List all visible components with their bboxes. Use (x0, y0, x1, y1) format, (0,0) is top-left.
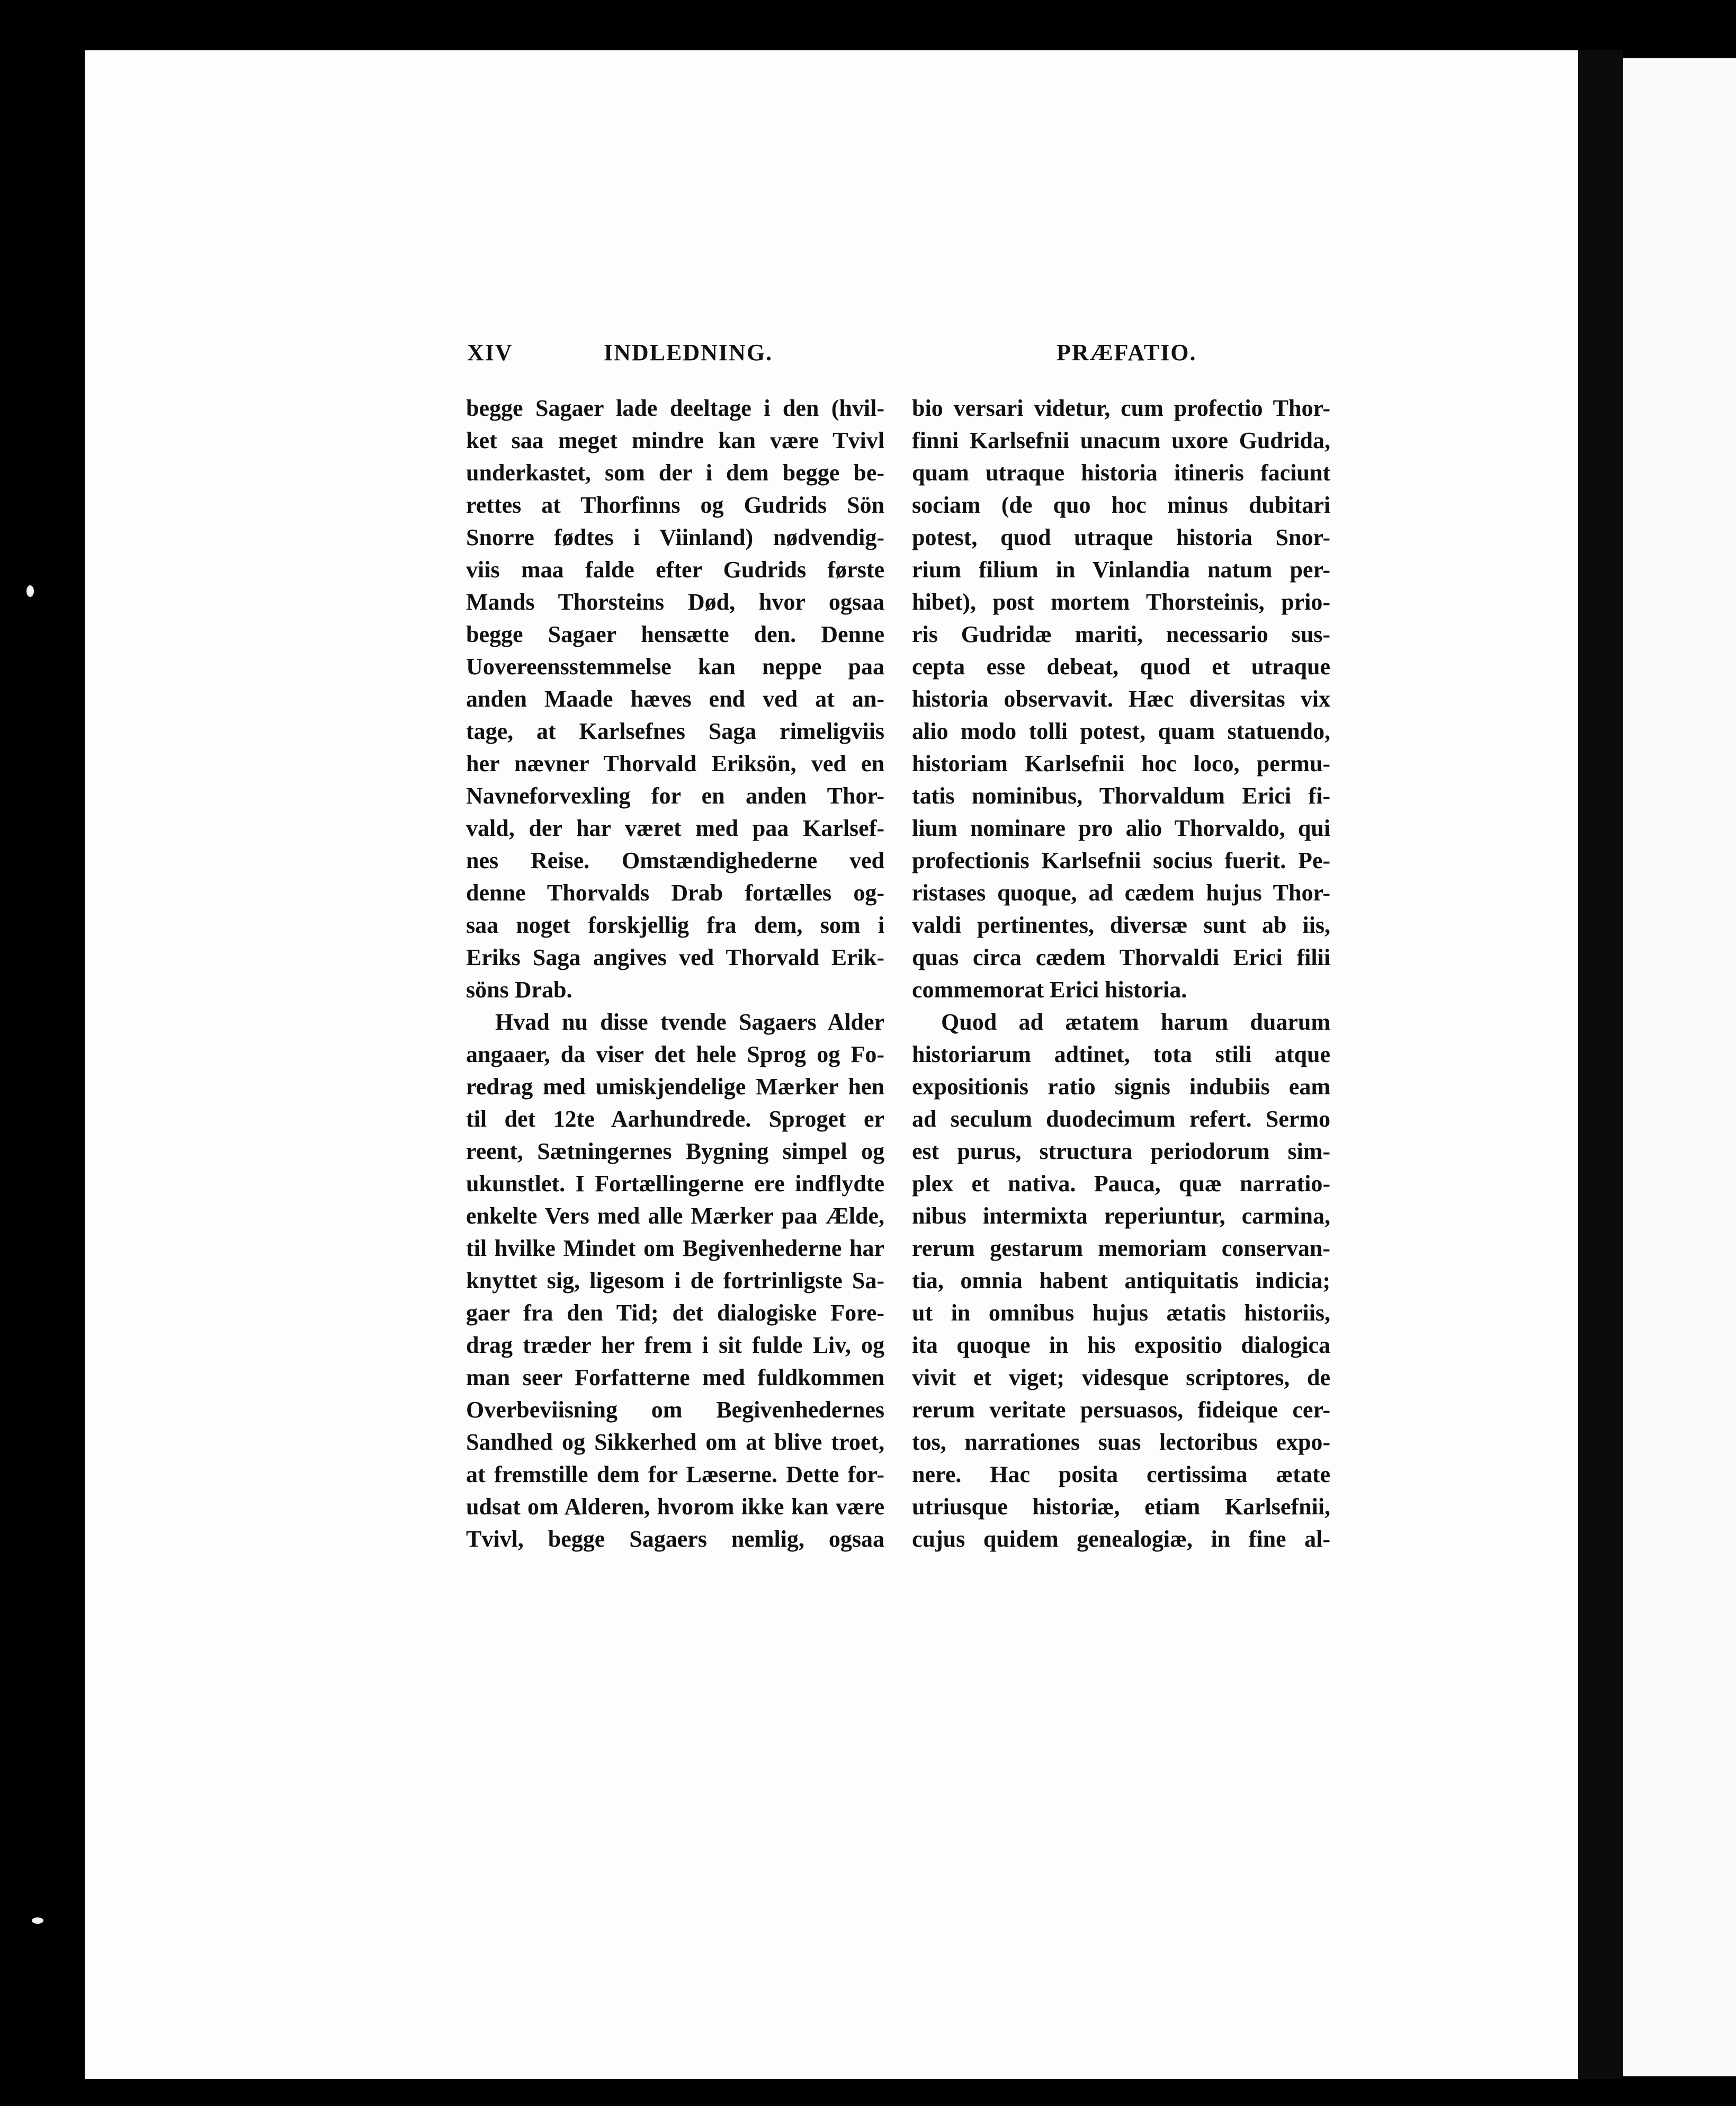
text-line: tia, omnia habent antiquitatis indicia; (912, 1268, 1330, 1293)
text-line: Overbeviisning om Begivenhedernes (466, 1397, 884, 1423)
text-line: Tvivl, begge Sagaers nemlig, ogsaa (466, 1526, 884, 1552)
text-line: rerum veritate persuasos, fideique cer- (912, 1397, 1330, 1423)
danish-text-column (466, 392, 884, 1555)
latin-text-column (912, 392, 1330, 1555)
text-line: quam utraque historia itineris faciunt (912, 460, 1330, 486)
text-line: profectionis Karlsefnii socius fuerit. Pe- (912, 847, 1330, 873)
text-line: Hvad nu disse tvende Sagaers Alder (495, 1009, 884, 1035)
text-line: Uovereensstemmelse kan neppe paa (466, 654, 884, 680)
text-line: est purus, structura periodorum sim- (912, 1138, 1330, 1164)
text-line: rettes at Thorfinns og Gudrids Sön (466, 492, 884, 518)
text-line: Sandhed og Sikkerhed om at blive troet, (466, 1429, 884, 1455)
scan-speck (32, 1917, 43, 1924)
text-line: ita quoque in his expositio dialogica (912, 1332, 1330, 1358)
text-line: gaer fra den Tid; det dialogiske Fore- (466, 1300, 884, 1326)
text-line: historiam Karlsefnii hoc loco, permu- (912, 751, 1330, 777)
text-line: tage, at Karlsefnes Saga rimeligviis (466, 718, 884, 744)
text-line: Quod ad ætatem harum duarum (941, 1009, 1330, 1035)
text-line: til hvilke Mindet om Begivenhederne har (466, 1235, 884, 1261)
text-line: ukunstlet. I Fortællingerne ere indflydte (466, 1171, 884, 1197)
text-line: tatis nominibus, Thorvaldum Erici fi- (912, 783, 1330, 809)
text-line: Mands Thorsteins Død, hvor ogsaa (466, 589, 884, 615)
text-line: Navneforvexling for en anden Thor- (466, 783, 884, 809)
text-line: quas circa cædem Thorvaldi Erici filii (912, 944, 1330, 970)
text-line: tos, narrationes suas lectoribus expo- (912, 1429, 1330, 1455)
text-line: udsat om Alderen, hvorom ikke kan være (466, 1494, 884, 1520)
text-line: cujus quidem genealogiæ, in fine al- (912, 1526, 1330, 1552)
text-line: til det 12te Aarhundrede. Sproget er (466, 1106, 884, 1132)
text-line: ut in omnibus hujus ætatis historiis, (912, 1300, 1330, 1326)
text-line: drag træder her frem i sit fulde Liv, og (466, 1332, 884, 1358)
text-line: nes Reise. Omstændighederne ved (466, 847, 884, 873)
page-number: XIV (467, 340, 513, 365)
text-line: historia observavit. Hæc diversitas vix (912, 686, 1330, 712)
text-line: historiarum adtinet, tota stili atque (912, 1041, 1330, 1067)
text-line: enkelte Vers med alle Mærker paa Ælde, (466, 1203, 884, 1229)
text-line: at fremstille dem for Læserne. Dette for- (466, 1461, 884, 1487)
text-line: knyttet sig, ligesom i de fortrinligste Sa- (466, 1268, 884, 1293)
text-line: angaaer, da viser det hele Sprog og Fo- (466, 1041, 884, 1067)
text-line: commemorat Erici historia. (912, 977, 1187, 1003)
text-line: man seer Forfatterne med fuldkommen (466, 1364, 884, 1390)
text-line: cepta esse debeat, quod et utraque (912, 654, 1330, 680)
text-line: begge Sagaer hensætte den. Denne (466, 621, 884, 647)
text-line: lium nominare pro alio Thorvaldo, qui (912, 815, 1330, 841)
text-line: expositionis ratio signis indubiis eam (912, 1074, 1330, 1100)
text-line: Snorre fødtes i Viinland) nødvendig- (466, 524, 884, 550)
text-line: nere. Hac posita certissima ætate (912, 1461, 1330, 1487)
text-line: ad seculum duodecimum refert. Sermo (912, 1106, 1330, 1132)
text-line: viis maa falde efter Gudrids første (466, 557, 884, 583)
text-line: bio versari videtur, cum profectio Thor- (912, 395, 1330, 421)
text-line: vivit et viget; videsque scriptores, de (912, 1364, 1330, 1390)
text-line: valdi pertinentes, diversæ sunt ab iis, (912, 912, 1330, 938)
text-line: utriusque historiæ, etiam Karlsefnii, (912, 1494, 1330, 1520)
text-line: saa noget forskjellig fra dem, som i (466, 912, 884, 938)
text-line: denne Thorvalds Drab fortælles og- (466, 880, 884, 906)
text-line: ket saa meget mindre kan være Tvivl (466, 427, 884, 453)
text-line: ris Gudridæ mariti, necessario sus- (912, 621, 1330, 647)
text-line: sociam (de quo hoc minus dubitari (912, 492, 1330, 518)
text-line: her nævner Thorvald Eriksön, ved en (466, 751, 884, 777)
running-title-latin: PRÆFATIO. (1057, 340, 1197, 365)
text-line: Eriks Saga angives ved Thorvald Erik- (466, 944, 884, 970)
text-line: rium filium in Vinlandia natum per- (912, 557, 1330, 583)
text-line: reent, Sætningernes Bygning simpel og (466, 1138, 884, 1164)
text-line: alio modo tolli potest, quam statuendo, (912, 718, 1330, 744)
running-title-danish: INDLEDNING. (604, 340, 773, 365)
text-line: vald, der har været med paa Karlsef- (466, 815, 884, 841)
text-line: nibus intermixta reperiuntur, carmina, (912, 1203, 1330, 1229)
text-line: finni Karlsefnii unacum uxore Gudrida, (912, 427, 1330, 453)
text-line: ristases quoque, ad cædem hujus Thor- (912, 880, 1330, 906)
text-line: söns Drab. (466, 977, 572, 1003)
text-line: potest, quod utraque historia Snor- (912, 524, 1330, 550)
text-line: anden Maade hæves end ved at an- (466, 686, 884, 712)
text-line: underkastet, som der i dem begge be- (466, 460, 884, 486)
scan-speck (26, 585, 34, 597)
text-line: hibet), post mortem Thorsteinis, prio- (912, 589, 1330, 615)
text-line: plex et nativa. Pauca, quæ narratio- (912, 1171, 1330, 1197)
text-line: rerum gestarum memoriam conservan- (912, 1235, 1330, 1261)
next-page-edge (1623, 58, 1736, 2076)
text-line: redrag med umiskjendelige Mærker hen (466, 1074, 884, 1100)
page-gutter (1578, 50, 1623, 2079)
text-line: begge Sagaer lade deeltage i den (hvil- (466, 395, 884, 421)
